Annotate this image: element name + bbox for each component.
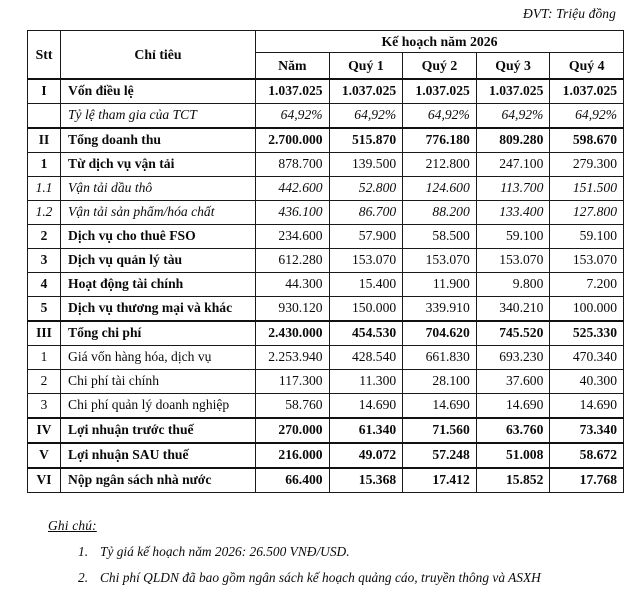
row-value: 59.100: [476, 225, 550, 249]
table-row: [28, 104, 624, 129]
column-header-period-q1: Quý 1: [329, 53, 403, 80]
table-row: [28, 297, 624, 322]
row-value: 525.330: [550, 321, 624, 346]
row-value: 88.200: [403, 201, 477, 225]
column-header-period-q4: Quý 4: [550, 53, 624, 80]
header-row-top: [28, 31, 624, 53]
row-value: 14.690: [403, 394, 477, 419]
table-row: [28, 370, 624, 394]
row-value: 71.560: [403, 418, 477, 443]
row-value: 693.230: [476, 346, 550, 370]
row-value: 15.852: [476, 468, 550, 493]
row-stt: VI: [28, 468, 61, 493]
note-item: [78, 543, 608, 561]
notes-title: Ghi chú:: [48, 518, 97, 533]
row-value: 52.800: [329, 177, 403, 201]
row-value: 66.400: [256, 468, 330, 493]
row-stt: 3: [28, 394, 61, 419]
row-value: 878.700: [256, 153, 330, 177]
row-value: 704.620: [403, 321, 477, 346]
business-plan-table: [27, 30, 624, 493]
row-value: 139.500: [329, 153, 403, 177]
row-stt: 2: [28, 225, 61, 249]
row-value: 212.800: [403, 153, 477, 177]
row-stt: 5: [28, 297, 61, 322]
row-value: 28.100: [403, 370, 477, 394]
row-value: 515.870: [329, 128, 403, 153]
row-stt: III: [28, 321, 61, 346]
row-value: 127.800: [550, 201, 624, 225]
row-value: 64,92%: [256, 104, 330, 129]
row-value: 17.412: [403, 468, 477, 493]
row-value: 64,92%: [403, 104, 477, 129]
table-row: [28, 321, 624, 346]
row-stt: 4: [28, 273, 61, 297]
row-label: Chi phí quản lý doanh nghiệp: [61, 394, 256, 419]
row-value: 58.500: [403, 225, 477, 249]
unit-caption: ĐVT: Triệu đồng: [522, 6, 616, 21]
row-value: 2.700.000: [256, 128, 330, 153]
row-label: Hoạt động tài chính: [61, 273, 256, 297]
table-row: [28, 394, 624, 419]
column-header-period-q3: Quý 3: [476, 53, 550, 80]
row-value: 64,92%: [550, 104, 624, 129]
notes-block: [48, 518, 608, 595]
row-value: 14.690: [476, 394, 550, 419]
row-label: Nộp ngân sách nhà nước: [61, 468, 256, 493]
table-row: [28, 346, 624, 370]
row-value: 1.037.025: [403, 79, 477, 104]
row-stt: 2: [28, 370, 61, 394]
column-header-stt: Stt: [28, 31, 61, 80]
row-stt: I: [28, 79, 61, 104]
row-value: 1.037.025: [476, 79, 550, 104]
row-value: 339.910: [403, 297, 477, 322]
row-value: 59.100: [550, 225, 624, 249]
note-number: 1.: [78, 544, 89, 559]
row-label: Vốn điều lệ: [61, 79, 256, 104]
row-stt: II: [28, 128, 61, 153]
row-stt: 1.2: [28, 201, 61, 225]
row-value: 234.600: [256, 225, 330, 249]
row-value: 270.000: [256, 418, 330, 443]
row-value: 470.340: [550, 346, 624, 370]
table-row: [28, 273, 624, 297]
row-value: 15.400: [329, 273, 403, 297]
row-value: 1.037.025: [329, 79, 403, 104]
row-value: 454.530: [329, 321, 403, 346]
row-value: 2.253.940: [256, 346, 330, 370]
row-value: 44.300: [256, 273, 330, 297]
column-header-group: Kế hoạch năm 2026: [256, 31, 624, 53]
note-text: Chi phí QLDN đã bao gồm ngân sách kế hoạch quảng cáo, truyền thông và ASXH: [100, 570, 541, 586]
row-stt: 1: [28, 346, 61, 370]
row-value: 57.248: [403, 443, 477, 468]
row-label: Lợi nhuận trước thuế: [61, 418, 256, 443]
row-stt: [28, 104, 61, 129]
row-value: 442.600: [256, 177, 330, 201]
row-label: Dịch vụ cho thuê FSO: [61, 225, 256, 249]
row-value: 49.072: [329, 443, 403, 468]
row-value: 17.768: [550, 468, 624, 493]
row-value: 133.400: [476, 201, 550, 225]
row-value: 1.037.025: [256, 79, 330, 104]
column-header-period-year: Năm: [256, 53, 330, 80]
row-value: 7.200: [550, 273, 624, 297]
note-text: Tỷ giá kế hoạch năm 2026: 26.500 VNĐ/USD.: [100, 544, 350, 559]
row-value: 745.520: [476, 321, 550, 346]
table-body: [28, 79, 624, 493]
row-label: Vận tải dầu thô: [61, 177, 256, 201]
notes-list: [48, 543, 608, 587]
row-value: 64,92%: [329, 104, 403, 129]
row-value: 436.100: [256, 201, 330, 225]
table-row: [28, 153, 624, 177]
row-value: 51.008: [476, 443, 550, 468]
row-value: 117.300: [256, 370, 330, 394]
row-value: 216.000: [256, 443, 330, 468]
row-value: 150.000: [329, 297, 403, 322]
row-value: 113.700: [476, 177, 550, 201]
row-label: Dịch vụ thương mại và khác: [61, 297, 256, 322]
row-label: Lợi nhuận SAU thuế: [61, 443, 256, 468]
row-stt: IV: [28, 418, 61, 443]
note-item: [78, 569, 608, 587]
row-value: 73.340: [550, 418, 624, 443]
row-value: 153.070: [476, 249, 550, 273]
row-value: 2.430.000: [256, 321, 330, 346]
row-value: 1.037.025: [550, 79, 624, 104]
row-label: Tỷ lệ tham gia của TCT: [61, 104, 256, 129]
row-value: 58.672: [550, 443, 624, 468]
row-value: 11.300: [329, 370, 403, 394]
table-row: [28, 201, 624, 225]
row-value: 428.540: [329, 346, 403, 370]
row-value: 14.690: [550, 394, 624, 419]
row-value: 153.070: [403, 249, 477, 273]
row-label: Tổng chi phí: [61, 321, 256, 346]
row-stt: 1: [28, 153, 61, 177]
row-label: Tổng doanh thu: [61, 128, 256, 153]
row-value: 64,92%: [476, 104, 550, 129]
row-value: 9.800: [476, 273, 550, 297]
row-value: 37.600: [476, 370, 550, 394]
row-value: 930.120: [256, 297, 330, 322]
column-header-period-q2: Quý 2: [403, 53, 477, 80]
table-row: [28, 225, 624, 249]
row-value: 100.000: [550, 297, 624, 322]
row-value: 598.670: [550, 128, 624, 153]
row-value: 776.180: [403, 128, 477, 153]
row-value: 86.700: [329, 201, 403, 225]
row-value: 809.280: [476, 128, 550, 153]
table-header: [28, 31, 624, 80]
row-value: 15.368: [329, 468, 403, 493]
table-row: [28, 79, 624, 104]
row-stt: V: [28, 443, 61, 468]
row-value: 151.500: [550, 177, 624, 201]
row-value: 63.760: [476, 418, 550, 443]
table-row: [28, 128, 624, 153]
table-row: [28, 468, 624, 493]
table-row: [28, 249, 624, 273]
row-label: Từ dịch vụ vận tải: [61, 153, 256, 177]
row-value: 340.210: [476, 297, 550, 322]
row-value: 14.690: [329, 394, 403, 419]
column-header-indicator: Chỉ tiêu: [61, 31, 256, 80]
row-value: 153.070: [550, 249, 624, 273]
table-row: [28, 418, 624, 443]
row-value: 661.830: [403, 346, 477, 370]
row-label: Giá vốn hàng hóa, dịch vụ: [61, 346, 256, 370]
row-label: Chi phí tài chính: [61, 370, 256, 394]
row-value: 612.280: [256, 249, 330, 273]
row-value: 11.900: [403, 273, 477, 297]
row-value: 124.600: [403, 177, 477, 201]
note-number: 2.: [78, 570, 89, 586]
row-value: 58.760: [256, 394, 330, 419]
row-stt: 3: [28, 249, 61, 273]
row-value: 153.070: [329, 249, 403, 273]
row-label: Dịch vụ quản lý tàu: [61, 249, 256, 273]
row-value: 57.900: [329, 225, 403, 249]
table-row: [28, 443, 624, 468]
row-value: 247.100: [476, 153, 550, 177]
table-row: [28, 177, 624, 201]
row-value: 61.340: [329, 418, 403, 443]
row-value: 279.300: [550, 153, 624, 177]
row-stt: 1.1: [28, 177, 61, 201]
row-value: 40.300: [550, 370, 624, 394]
row-label: Vận tải sản phẩm/hóa chất: [61, 201, 256, 225]
